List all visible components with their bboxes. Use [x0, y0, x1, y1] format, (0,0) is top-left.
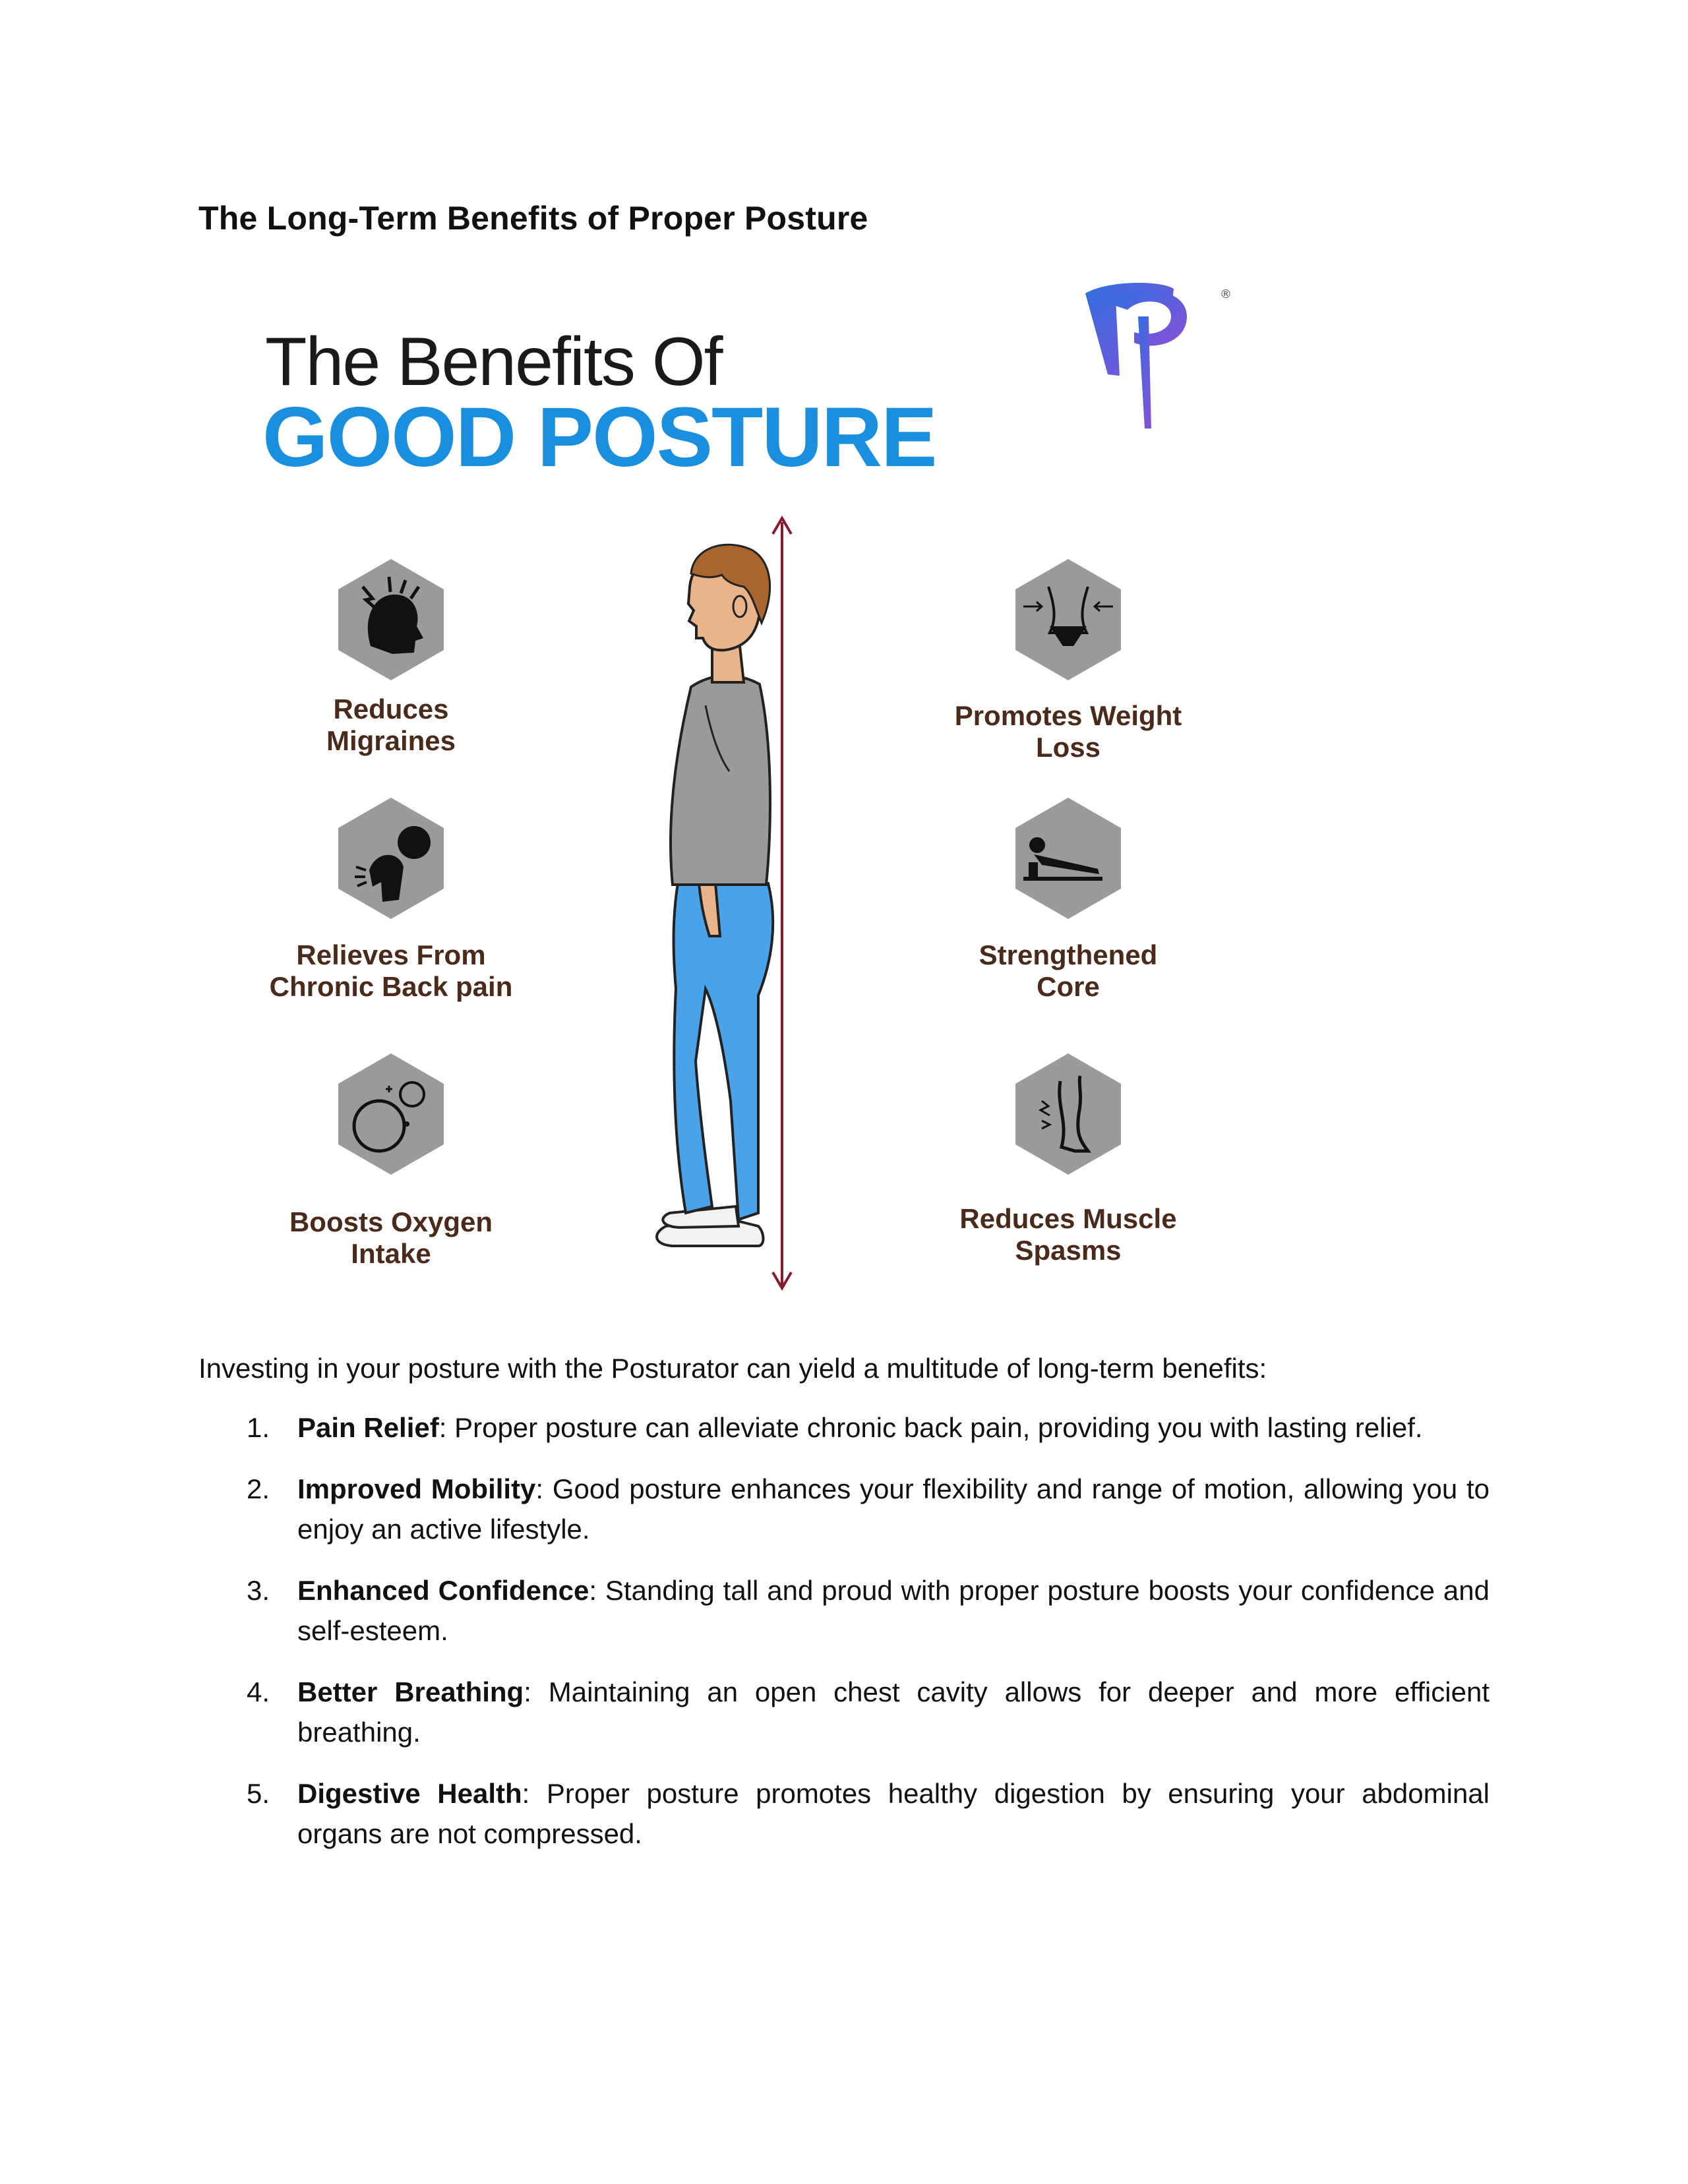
leg-muscle-icon: [1015, 1053, 1121, 1175]
benefit-label-line: Reduces: [333, 694, 449, 724]
infographic-heading: The Benefits Of: [265, 324, 722, 400]
list-item: [198, 1407, 1490, 1448]
benefit-label-line: Promotes Weight: [954, 700, 1182, 731]
posture-line: [773, 518, 791, 1288]
benefit-label-line: Spasms: [1015, 1235, 1122, 1266]
list-item: [198, 1570, 1490, 1651]
benefit-label-back-pain: [246, 939, 536, 1003]
list-item: [198, 1469, 1490, 1549]
list-item-text: : Maintaining an open chest cavity allows for deeper and more efficient breathing.: [297, 1676, 1490, 1748]
benefit-label-migraines: [246, 694, 536, 757]
page-title: The Long-Term Benefits of Proper Posture: [198, 200, 868, 237]
tp-logo: [1085, 283, 1232, 428]
list-item-body: [297, 1407, 1490, 1448]
benefit-label-line: Core: [1037, 971, 1100, 1002]
list-item-text: : Proper posture promotes healthy digestion by ensuring your abdominal organs are not compressed.: [297, 1778, 1490, 1849]
oxygen-bubbles-icon: [338, 1053, 444, 1175]
plank-icon: [1015, 798, 1121, 919]
benefit-label-line: Chronic Back pain: [269, 971, 513, 1002]
benefit-label-weight-loss: [923, 700, 1213, 763]
benefit-label-line: Relieves From: [296, 939, 486, 970]
list-item-body: [297, 1469, 1490, 1549]
list-item-text: : Good posture enhances your flexibility and range of motion, allowing you to enjoy an active lifestyle.: [297, 1473, 1490, 1545]
intro-paragraph: Investing in your posture with the Posturator can yield a multitude of long-term benefits:: [198, 1353, 1267, 1384]
list-item-number: 1.: [247, 1412, 270, 1443]
standing-man-figure: [657, 545, 773, 1246]
list-item-text: : Standing tall and proud with proper posture boosts your confidence and self-esteem.: [297, 1575, 1490, 1646]
infographic-subheading: GOOD POSTURE: [262, 390, 936, 485]
list-item-text: : Proper posture can alleviate chronic back pain, providing you with lasting relief.: [438, 1412, 1423, 1443]
list-item: [198, 1672, 1490, 1752]
list-item-body: [297, 1570, 1490, 1651]
benefit-label-line: Intake: [351, 1238, 431, 1269]
list-item-number: 4.: [247, 1676, 270, 1707]
logo-registered-mark: ®: [1220, 287, 1232, 301]
list-item-body: [297, 1773, 1490, 1854]
benefit-label-oxygen: [246, 1206, 536, 1270]
benefit-label-line: Strengthened: [979, 939, 1158, 970]
benefit-label-muscle-spasms: [923, 1203, 1213, 1266]
benefit-label-line: Loss: [1035, 732, 1101, 763]
list-item-number: 3.: [247, 1575, 270, 1606]
back-pain-icon: [338, 798, 444, 919]
list-item-term: Digestive Health: [297, 1778, 522, 1809]
list-item-number: 2.: [247, 1473, 270, 1504]
benefit-label-line: Reduces Muscle: [959, 1203, 1177, 1234]
posture-infographic: [251, 277, 1253, 1318]
list-item-term: Enhanced Confidence: [297, 1575, 589, 1606]
benefits-list: [198, 1407, 1490, 1875]
list-item-term: Better Breathing: [297, 1676, 524, 1707]
list-item-number: 5.: [247, 1778, 270, 1809]
benefit-label-line: Boosts Oxygen: [289, 1206, 493, 1237]
waist-icon: [1015, 559, 1121, 680]
list-item-term: Pain Relief: [297, 1412, 439, 1443]
benefit-label-core: [923, 939, 1213, 1003]
migraine-head-icon: [338, 559, 444, 680]
list-item-body: [297, 1672, 1490, 1752]
list-item: [198, 1773, 1490, 1854]
list-item-term: Improved Mobility: [297, 1473, 536, 1504]
benefit-label-line: Migraines: [326, 725, 456, 756]
